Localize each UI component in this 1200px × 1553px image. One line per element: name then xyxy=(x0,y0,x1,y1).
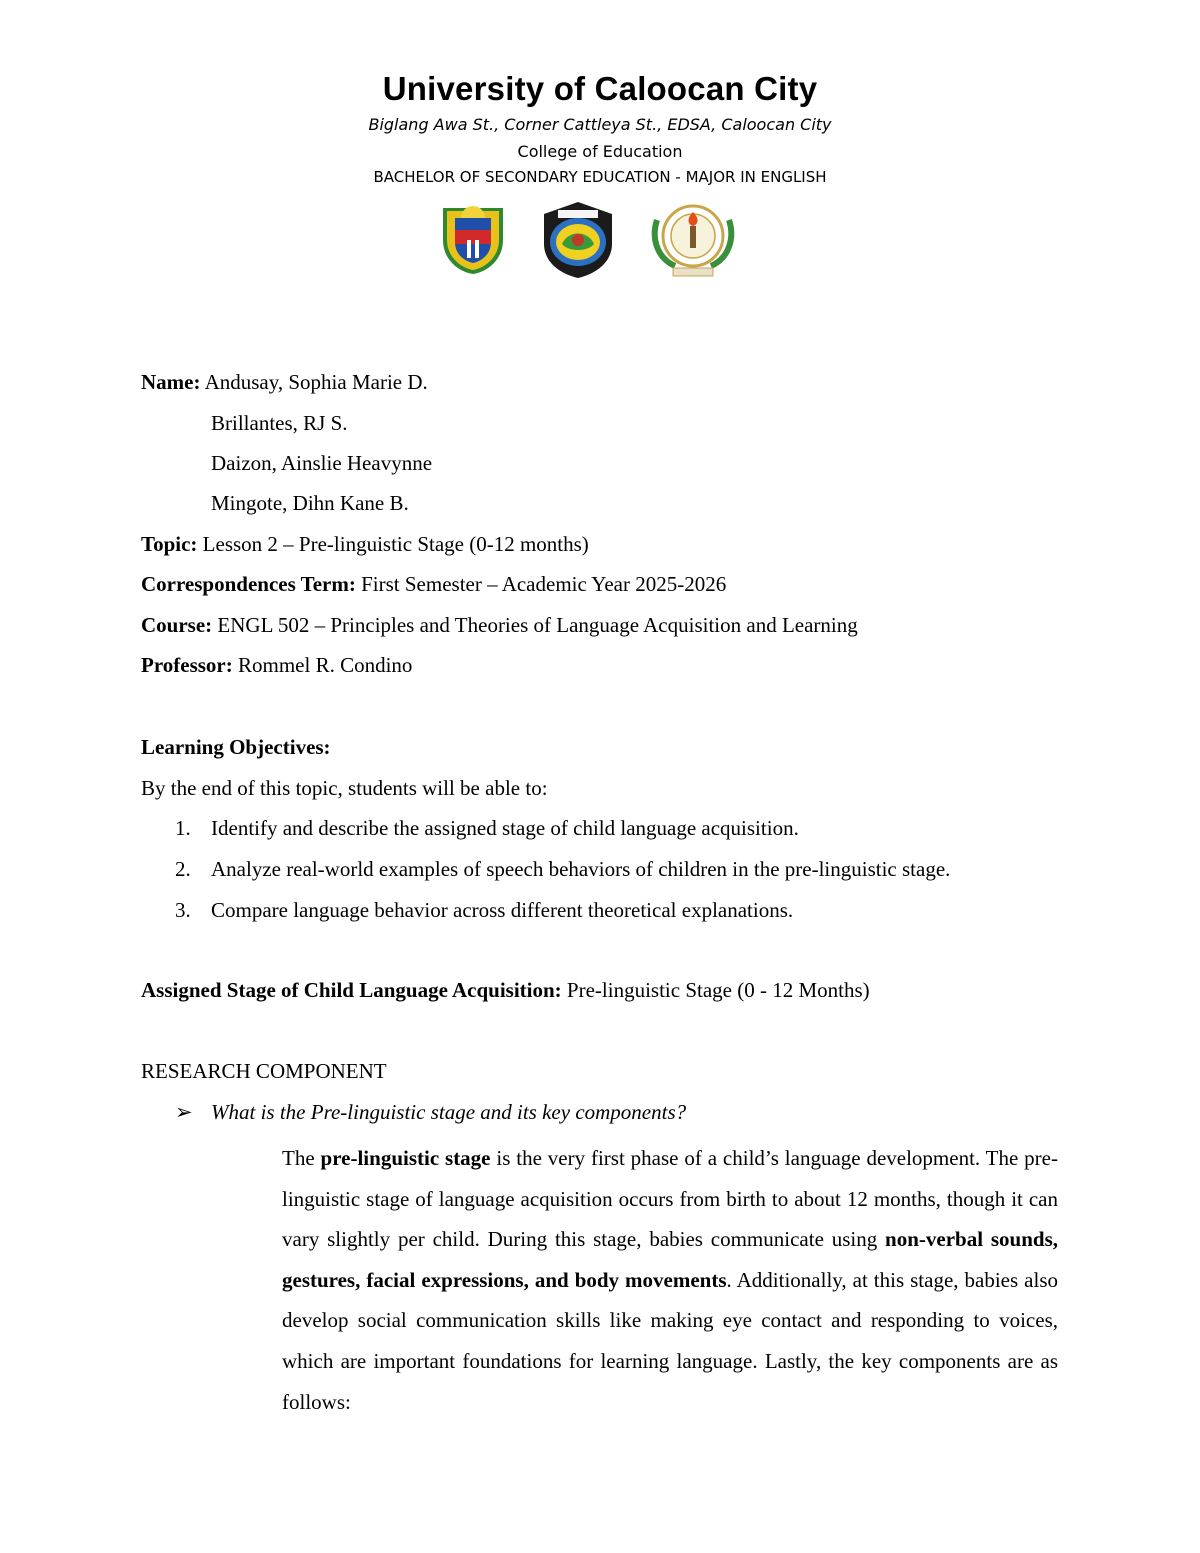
arrow-bullet-icon: ➢ xyxy=(175,1100,193,1124)
para-bold-2: non-verbal sounds, gestures, facial expressions, and body movements xyxy=(282,1227,1059,1292)
term-label: Correspondences Term: xyxy=(141,572,356,596)
research-paragraph xyxy=(282,1138,1058,1422)
name-label: Name: xyxy=(141,370,201,394)
term-value: First Semester – Academic Year 2025-2026 xyxy=(361,572,727,596)
name-1: Andusay, Sophia Marie D. xyxy=(204,370,428,394)
objectives-heading: Learning Objectives: xyxy=(141,735,331,759)
program-seal-logo xyxy=(647,200,739,280)
para-bold-1: pre-linguistic stage xyxy=(320,1146,491,1170)
name-2: Brillantes, RJ S. xyxy=(211,411,348,435)
professor-value: Rommel R. Condino xyxy=(238,653,413,677)
assigned-stage-value: Pre-linguistic Stage (0 - 12 Months) xyxy=(566,978,870,1002)
assigned-stage-line xyxy=(141,976,870,1004)
university-seal-logo xyxy=(437,200,509,276)
course-value: ENGL 502 – Principles and Theories of Language Acquisition and Learning xyxy=(217,613,858,637)
objective-number-2: 2. xyxy=(175,857,191,881)
objective-text-2: Analyze real-world examples of speech behaviors of children in the pre-linguistic stage. xyxy=(211,857,951,881)
research-question: What is the Pre-linguistic stage and its key components? xyxy=(211,1100,687,1124)
topic-value: Lesson 2 – Pre-linguistic Stage (0-12 months) xyxy=(202,532,589,556)
college-seal-logo xyxy=(538,200,618,280)
professor-line xyxy=(141,651,412,679)
para-text-1: The xyxy=(282,1146,321,1170)
name-4: Mingote, Dihn Kane B. xyxy=(211,491,409,515)
term-line xyxy=(141,570,726,598)
course-label: Course: xyxy=(141,613,213,637)
para-text-2: is the very first phase of a child’s language development. The pre-linguistic stage of language acquisition occurs from birth to about 12 months, though it can vary slightly per child. During this stage, babies communicate using xyxy=(282,1146,1058,1252)
objective-number-1: 1. xyxy=(175,816,191,840)
objectives-intro: By the end of this topic, students will be able to: xyxy=(141,776,548,800)
topic-line xyxy=(141,530,589,558)
objective-text-3: Compare language behavior across different theoretical explanations. xyxy=(211,898,794,922)
assigned-stage-label: Assigned Stage of Child Language Acquisition: xyxy=(141,978,562,1002)
objective-number-3: 3. xyxy=(175,898,191,922)
topic-label: Topic: xyxy=(141,532,198,556)
university-name: University of Caloocan City xyxy=(382,70,818,107)
college-name: College of Education xyxy=(517,142,683,161)
university-address: Biglang Awa St., Corner Cattleya St., EDSA, Caloocan City xyxy=(368,115,832,134)
course-line xyxy=(141,611,858,639)
objective-text-1: Identify and describe the assigned stage of child language acquisition. xyxy=(211,816,799,840)
name-3: Daizon, Ainslie Heavynne xyxy=(211,451,433,475)
research-heading: RESEARCH COMPONENT xyxy=(141,1059,387,1083)
program-name: BACHELOR OF SECONDARY EDUCATION - MAJOR IN ENGLISH xyxy=(373,168,827,186)
name-line xyxy=(141,368,428,396)
para-text-3: . Additionally, at this stage, babies also develop social communication skills like making eye contact and responding to voices, which are important foundations for learning language. Lastly, the key components are as follows: xyxy=(282,1267,1058,1414)
professor-label: Professor: xyxy=(141,653,233,677)
